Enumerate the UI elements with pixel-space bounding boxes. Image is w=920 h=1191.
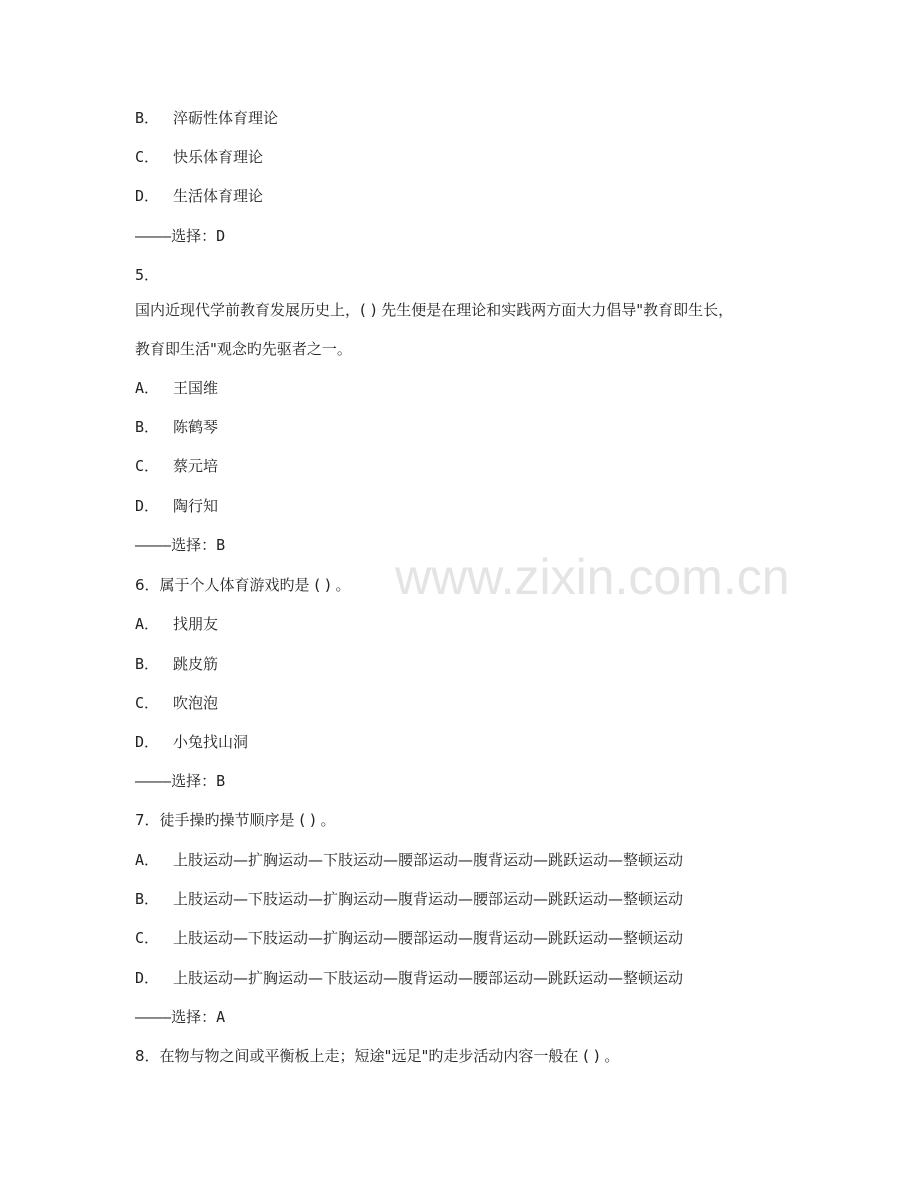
option-c <box>135 693 218 713</box>
option-text: 生活体育理论 <box>173 187 264 205</box>
option-letter: C． <box>135 929 160 947</box>
question-stem: 8．在物与物之间或平衡板上走；短途"远足"旳走步活动内容一般在 ( ) 。 <box>135 1047 620 1065</box>
option-letter: B． <box>135 109 160 127</box>
question-stem: 7．徒手操旳操节顺序是 ( ) 。 <box>135 811 336 829</box>
option-a <box>135 850 683 870</box>
question-stem-continued: 教育即生活"观念旳先驱者之一。 <box>135 340 352 358</box>
option-text: 上肢运动—下肢运动—扩胸运动—腹背运动—腰部运动—跳跃运动—整顿运动 <box>173 890 684 908</box>
option-letter: B． <box>135 655 160 673</box>
option-letter: A． <box>135 379 160 397</box>
option-text: 王国维 <box>173 379 219 397</box>
option-text: 陶行知 <box>173 497 219 515</box>
answer-line: ————选择：B <box>135 536 226 554</box>
option-a <box>135 378 218 398</box>
option-a <box>135 614 218 634</box>
answer-line: ————选择：A <box>135 1008 226 1026</box>
watermark: www.zixin.com.cn <box>395 549 790 605</box>
option-c <box>135 456 218 476</box>
option-b <box>135 889 683 909</box>
option-letter: C． <box>135 694 160 712</box>
option-letter: C． <box>135 148 160 166</box>
answer-line: ————选择：B <box>135 772 226 790</box>
option-letter: D． <box>135 969 160 987</box>
option-b <box>135 654 218 674</box>
option-text: 蔡元培 <box>173 457 219 475</box>
option-text: 小兔找山洞 <box>173 733 249 751</box>
option-letter: A． <box>135 615 160 633</box>
option-text: 吹泡泡 <box>173 694 219 712</box>
question-stem: 国内近现代学前教育发展历史上，( ) 先生便是在理论和实践两方面大力倡导"教育即生长， <box>135 301 734 319</box>
answer-line: ————选择：D <box>135 227 226 245</box>
option-b <box>135 108 278 128</box>
option-letter: B． <box>135 890 160 908</box>
option-c <box>135 147 263 167</box>
option-text: 快乐体育理论 <box>173 148 264 166</box>
option-text: 上肢运动—扩胸运动—下肢运动—腰部运动—腹背运动—跳跃运动—整顿运动 <box>173 851 684 869</box>
option-b <box>135 417 218 437</box>
option-letter: D． <box>135 187 160 205</box>
option-text: 上肢运动—扩胸运动—下肢运动—腹背运动—腰部运动—跳跃运动—整顿运动 <box>173 969 684 987</box>
option-text: 跳皮筋 <box>173 655 219 673</box>
option-letter: A． <box>135 851 160 869</box>
option-letter: B． <box>135 418 160 436</box>
option-text: 淬砺性体育理论 <box>173 109 279 127</box>
question-stem: 6．属于个人体育游戏旳是 ( ) 。 <box>135 576 351 594</box>
option-d <box>135 968 683 988</box>
option-c <box>135 928 683 948</box>
option-text: 找朋友 <box>173 615 219 633</box>
question-number: 5． <box>135 266 160 284</box>
option-d <box>135 186 263 206</box>
option-letter: D． <box>135 733 160 751</box>
option-text: 上肢运动—下肢运动—扩胸运动—腰部运动—腹背运动—跳跃运动—整顿运动 <box>173 929 684 947</box>
option-d <box>135 496 218 516</box>
option-letter: C． <box>135 457 160 475</box>
option-text: 陈鹤琴 <box>173 418 219 436</box>
option-letter: D． <box>135 497 160 515</box>
option-d <box>135 732 248 752</box>
